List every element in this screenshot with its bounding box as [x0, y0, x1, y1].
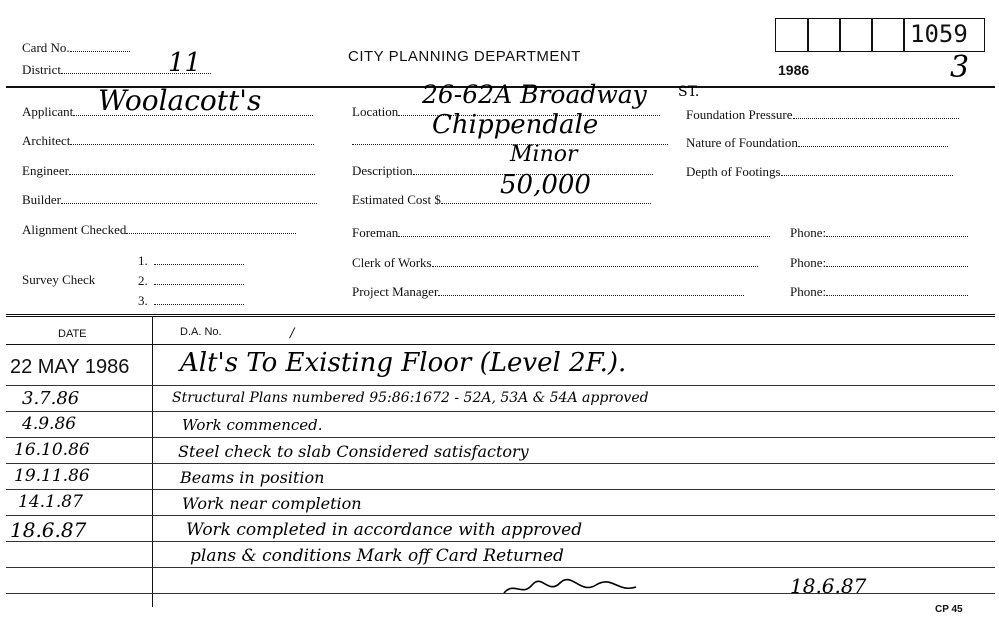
card-sub-number: 3	[950, 50, 970, 85]
survey-item-1: 1.	[138, 253, 244, 269]
log-row-rule	[6, 515, 995, 516]
log-row-rule	[6, 411, 995, 412]
cost-value: 50,000	[500, 170, 591, 200]
depth-of-footings-label: Depth of Footings	[686, 164, 953, 180]
applicant-label: Applicant	[22, 104, 313, 120]
district-label: District	[22, 62, 211, 78]
log-entry-text-5: Beams in position	[180, 468, 325, 487]
da-number-value: /	[290, 326, 295, 341]
department-title: CITY PLANNING DEPARTMENT	[348, 48, 581, 65]
engineer-label: Engineer	[22, 163, 315, 179]
description-label: Description	[352, 163, 653, 179]
log-entry-date-4: 16.10.86	[14, 440, 90, 460]
cost-label: Estimated Cost $	[352, 192, 651, 208]
date-column-divider	[152, 317, 153, 607]
year-label: 1986	[778, 62, 810, 78]
survey-item-3: 3.	[138, 293, 244, 309]
log-row-rule	[6, 463, 995, 464]
card-number: 1059	[910, 20, 968, 48]
card-box-4	[871, 18, 905, 52]
nature-of-foundation-label: Nature of Foundation	[686, 135, 948, 151]
card-no-label: Card No.	[22, 40, 130, 56]
log-entry-text-6: Work near completion	[182, 494, 362, 513]
log-row-rule	[6, 437, 995, 438]
log-entry-date-2: 3.7.86	[22, 388, 80, 409]
log-entry-text-3: Work commenced.	[182, 416, 323, 434]
clerk-phone: Phone:	[790, 255, 968, 271]
log-entry-date-6: 14.1.87	[18, 492, 83, 512]
foreman-label: Foreman	[352, 225, 770, 241]
da-number-header: D.A. No.	[180, 326, 222, 338]
log-entry-text-8: plans & conditions Mark off Card Returned	[190, 546, 564, 566]
form-code: CP 45	[935, 604, 963, 615]
project-manager-label: Project Manager	[352, 284, 744, 300]
alignment-label: Alignment Checked	[22, 222, 296, 238]
log-entry-date-1: 22 MAY 1986	[10, 356, 130, 378]
date-column-header: DATE	[58, 328, 87, 340]
survey-check-label: Survey Check	[22, 272, 96, 287]
description-value: Minor	[510, 142, 578, 167]
builder-label: Builder	[22, 192, 317, 208]
card-box-3	[839, 18, 873, 52]
log-entry-text-7: Work completed in accordance with approved	[186, 520, 583, 540]
foreman-phone: Phone:	[790, 225, 968, 241]
log-row-rule	[6, 567, 995, 568]
log-entry-text-1: Alt's To Existing Floor (Level 2F.).	[180, 348, 627, 378]
foundation-pressure-label: Foundation Pressure	[686, 107, 959, 123]
applicant-value: Woolacott's	[98, 84, 262, 117]
card-box-2	[807, 18, 841, 52]
location-line2: Chippendale	[432, 110, 599, 140]
log-entry-text-2: Structural Plans numbered 95:86:1672 - 52A, 53A & 54A approved	[172, 390, 649, 406]
log-row-rule	[6, 385, 995, 386]
survey-item-2: 2.	[138, 273, 244, 289]
signature-date: 18.6.87	[790, 574, 867, 598]
signature-scribble	[500, 573, 720, 599]
location-line1: 26-62A Broadway	[422, 80, 647, 109]
pm-phone: Phone:	[790, 284, 968, 300]
architect-label: Architect	[22, 133, 314, 149]
log-row-rule	[6, 541, 995, 542]
log-entry-date-7: 18.6.87	[10, 518, 87, 542]
card-box-1	[775, 18, 809, 52]
clerk-of-works-label: Clerk of Works	[352, 255, 758, 271]
log-entry-text-4: Steel check to slab Considered satisfactory	[178, 442, 529, 461]
log-entry-date-3: 4.9.86	[22, 414, 77, 434]
location-suffix: ST.	[678, 84, 700, 100]
district-value: 11	[168, 48, 202, 78]
log-divider	[6, 314, 995, 317]
location-label: Location	[352, 104, 660, 120]
log-entry-date-5: 19.11.86	[14, 466, 90, 486]
log-header-rule	[6, 344, 995, 345]
log-row-rule	[6, 489, 995, 490]
signature	[500, 573, 720, 603]
